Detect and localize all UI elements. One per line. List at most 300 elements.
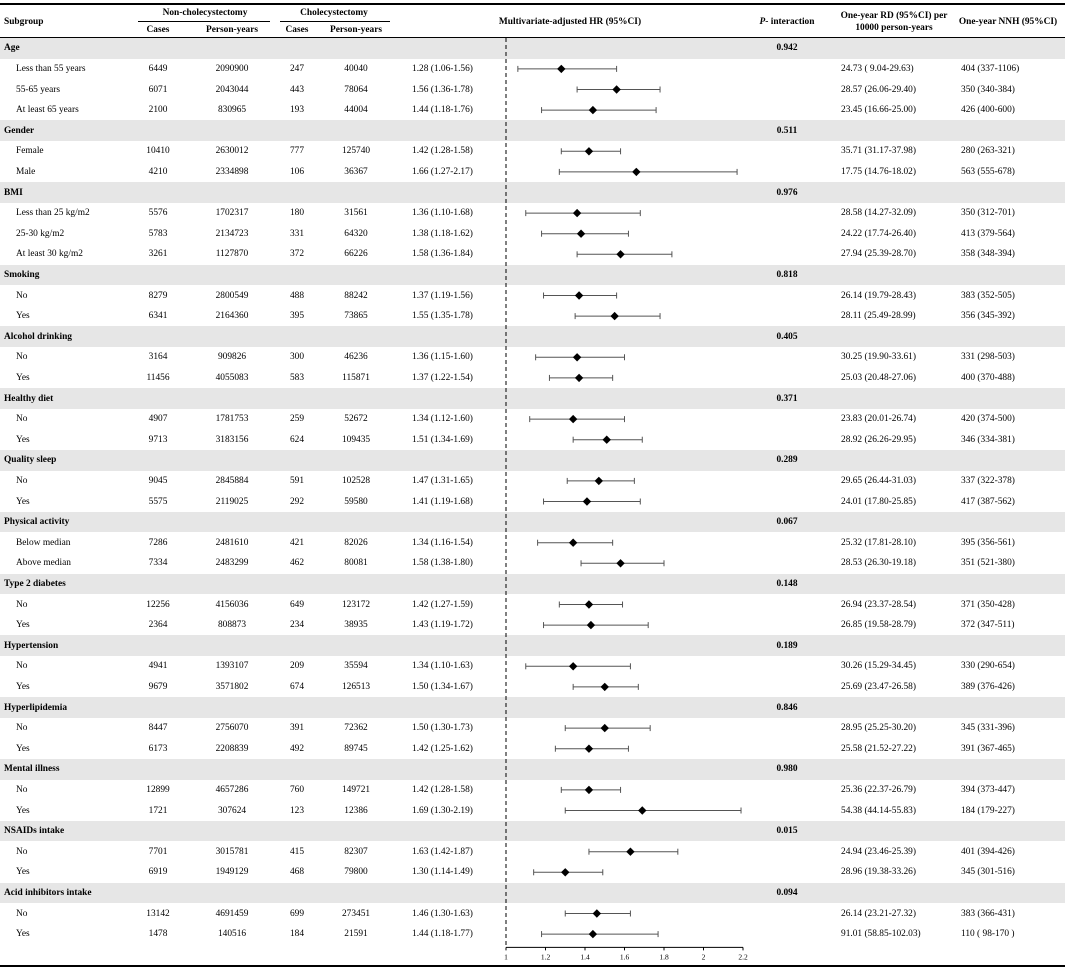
nnh-cell: 391 (367-465) xyxy=(961,743,1015,754)
hr-point xyxy=(569,539,577,547)
chol-cases-cell: 331 xyxy=(289,228,305,239)
chol-cases-cell: 591 xyxy=(289,475,305,486)
nnh-cell: 389 (376-426) xyxy=(961,681,1015,692)
group-label: BMI xyxy=(4,187,23,198)
group-label: Alcohol drinking xyxy=(4,331,72,342)
rd-cell: 28.58 (14.27-32.09) xyxy=(841,208,916,219)
p-interaction-value: 0.067 xyxy=(776,517,798,528)
chol-cases-cell: 292 xyxy=(289,496,305,507)
x-tick-label: 2.2 xyxy=(738,952,748,962)
row-label: At least 30 kg/m2 xyxy=(16,249,83,260)
header-rd-line1: One-year RD (95%CI) per xyxy=(840,11,948,21)
rd-cell: 54.38 (44.14-55.83) xyxy=(841,805,916,816)
header-p-italic: P xyxy=(759,17,766,27)
non-cases-cell: 5576 xyxy=(148,208,168,219)
hr-point xyxy=(612,85,620,93)
non-person-years-cell: 1127870 xyxy=(215,249,249,260)
group-label: Acid inhibitors intake xyxy=(4,887,92,898)
rd-cell: 24.22 (17.74-26.40) xyxy=(841,228,916,239)
non-person-years-cell: 3571802 xyxy=(215,681,249,692)
chol-person-years-cell: 109435 xyxy=(341,434,371,445)
hr-ci-cell: 1.51 (1.34-1.69) xyxy=(412,434,473,445)
chol-cases-cell: 624 xyxy=(289,434,305,445)
hr-ci-cell: 1.41 (1.19-1.68) xyxy=(412,496,473,507)
rd-cell: 30.26 (15.29-34.45) xyxy=(841,661,916,672)
chol-person-years-cell: 40040 xyxy=(344,63,368,74)
rd-cell: 23.45 (16.66-25.00) xyxy=(841,105,916,116)
row-label: No xyxy=(16,846,28,857)
row-label: No xyxy=(16,599,28,610)
header-non-group: Non-cholecystectomy xyxy=(162,8,248,18)
row-label: Yes xyxy=(16,434,30,445)
non-person-years-cell: 2845884 xyxy=(215,475,249,486)
chol-cases-cell: 180 xyxy=(289,208,305,219)
hr-point xyxy=(557,65,565,73)
hr-point xyxy=(585,147,593,155)
chol-cases-cell: 259 xyxy=(289,414,305,425)
non-person-years-cell: 4657286 xyxy=(215,784,249,795)
non-cases-cell: 1478 xyxy=(148,929,168,940)
non-cases-cell: 6449 xyxy=(148,63,168,74)
chol-person-years-cell: 38935 xyxy=(344,620,368,631)
rd-cell: 27.94 (25.39-28.70) xyxy=(841,249,916,260)
chol-cases-cell: 583 xyxy=(289,372,305,383)
nnh-cell: 394 (373-447) xyxy=(961,784,1015,795)
header-rd-line2: 10000 person-years xyxy=(855,23,933,33)
chol-cases-cell: 193 xyxy=(289,105,305,116)
nnh-cell: 110 ( 98-170 ) xyxy=(961,929,1015,940)
nnh-cell: 346 (334-381) xyxy=(961,434,1015,445)
row-label: Yes xyxy=(16,620,30,631)
hr-point xyxy=(632,168,640,176)
chol-person-years-cell: 89745 xyxy=(344,743,368,754)
non-cases-cell: 3164 xyxy=(148,352,168,363)
header-chol-cases: Cases xyxy=(285,25,309,35)
non-person-years-cell: 4156036 xyxy=(215,599,249,610)
rd-cell: 30.25 (19.90-33.61) xyxy=(841,352,916,363)
non-person-years-cell: 3183156 xyxy=(215,434,249,445)
hr-ci-cell: 1.37 (1.19-1.56) xyxy=(412,290,473,301)
non-cases-cell: 10410 xyxy=(146,146,170,157)
hr-point xyxy=(573,209,581,217)
chol-person-years-cell: 31561 xyxy=(344,208,368,219)
nnh-cell: 331 (298-503) xyxy=(961,352,1015,363)
chol-person-years-cell: 79800 xyxy=(344,867,368,878)
non-person-years-cell: 2090900 xyxy=(215,63,249,74)
hr-ci-cell: 1.43 (1.19-1.72) xyxy=(412,620,473,631)
non-cases-cell: 9045 xyxy=(148,475,168,486)
chol-person-years-cell: 52672 xyxy=(344,414,368,425)
row-label: Yes xyxy=(16,372,30,383)
chol-cases-cell: 300 xyxy=(289,352,305,363)
hr-point xyxy=(601,724,609,732)
row-label: No xyxy=(16,352,28,363)
hr-point xyxy=(587,621,595,629)
non-person-years-cell: 3015781 xyxy=(215,846,249,857)
hr-ci-cell: 1.34 (1.10-1.63) xyxy=(412,661,473,672)
rd-cell: 25.36 (22.37-26.79) xyxy=(841,784,916,795)
row-label: No xyxy=(16,661,28,672)
chol-person-years-cell: 73865 xyxy=(344,311,368,322)
header-chol-group: Cholecystectomy xyxy=(300,8,368,18)
chol-cases-cell: 247 xyxy=(289,63,305,74)
hr-point xyxy=(589,106,597,114)
hr-ci-cell: 1.50 (1.30-1.73) xyxy=(412,723,473,734)
group-label: NSAIDs intake xyxy=(4,826,65,837)
rd-cell: 17.75 (14.76-18.02) xyxy=(841,166,916,177)
hr-ci-cell: 1.42 (1.25-1.62) xyxy=(412,743,473,754)
hr-ci-cell: 1.58 (1.38-1.80) xyxy=(412,558,473,569)
rd-cell: 91.01 (58.85-102.03) xyxy=(841,929,921,940)
non-cases-cell: 9679 xyxy=(148,681,168,692)
non-person-years-cell: 1949129 xyxy=(215,867,249,878)
hr-point xyxy=(575,291,583,299)
non-cases-cell: 8447 xyxy=(148,723,168,734)
nnh-cell: 404 (337-1106) xyxy=(961,63,1020,74)
non-person-years-cell: 4691459 xyxy=(215,908,249,919)
hr-point xyxy=(589,930,597,938)
chol-person-years-cell: 66226 xyxy=(344,249,368,260)
nnh-cell: 413 (379-564) xyxy=(961,228,1015,239)
non-person-years-cell: 808873 xyxy=(217,620,247,631)
p-interaction-value: 0.818 xyxy=(776,269,798,280)
row-label: Less than 25 kg/m2 xyxy=(16,208,90,219)
chol-person-years-cell: 21591 xyxy=(344,929,368,940)
header-hr: Multivariate-adjusted HR (95%CI) xyxy=(498,17,642,27)
non-cases-cell: 12256 xyxy=(146,599,170,610)
non-cases-cell: 2100 xyxy=(148,105,168,116)
rd-cell: 35.71 (31.17-37.98) xyxy=(841,146,916,157)
row-label: No xyxy=(16,290,28,301)
chol-cases-cell: 391 xyxy=(289,723,305,734)
row-label: Yes xyxy=(16,743,30,754)
p-interaction-value: 0.289 xyxy=(776,455,798,466)
nnh-cell: 383 (366-431) xyxy=(961,908,1015,919)
non-person-years-cell: 1393107 xyxy=(215,661,249,672)
chol-cases-cell: 462 xyxy=(289,558,305,569)
row-label: Above median xyxy=(16,558,71,569)
chol-cases-cell: 209 xyxy=(289,661,305,672)
row-label: Yes xyxy=(16,867,30,878)
chol-person-years-cell: 273451 xyxy=(341,908,371,919)
chol-person-years-cell: 35594 xyxy=(344,661,368,672)
chol-cases-cell: 699 xyxy=(289,908,305,919)
chol-person-years-cell: 115871 xyxy=(342,372,370,383)
rd-cell: 24.73 ( 9.04-29.63) xyxy=(841,63,914,74)
hr-ci-cell: 1.56 (1.36-1.78) xyxy=(412,84,473,95)
nnh-cell: 345 (331-396) xyxy=(961,723,1015,734)
non-cases-cell: 5783 xyxy=(148,228,168,239)
hr-ci-cell: 1.38 (1.18-1.62) xyxy=(412,228,473,239)
non-person-years-cell: 909826 xyxy=(217,352,247,363)
non-cases-cell: 6173 xyxy=(148,743,168,754)
x-tick-label: 1 xyxy=(504,952,508,962)
non-person-years-cell: 2119025 xyxy=(215,496,249,507)
group-label: Quality sleep xyxy=(4,455,57,466)
group-label: Age xyxy=(4,43,20,54)
chol-person-years-cell: 78064 xyxy=(344,84,368,95)
row-label: No xyxy=(16,475,28,486)
rd-cell: 28.92 (26.26-29.95) xyxy=(841,434,916,445)
chol-person-years-cell: 88242 xyxy=(344,290,368,301)
hr-ci-cell: 1.28 (1.06-1.56) xyxy=(412,63,473,74)
nnh-cell: 356 (345-392) xyxy=(961,311,1015,322)
hr-ci-cell: 1.30 (1.14-1.49) xyxy=(412,867,473,878)
chol-person-years-cell: 72362 xyxy=(344,723,368,734)
row-label: Yes xyxy=(16,681,30,692)
non-cases-cell: 12899 xyxy=(146,784,170,795)
hr-point xyxy=(585,786,593,794)
non-cases-cell: 5575 xyxy=(148,496,168,507)
non-cases-cell: 7286 xyxy=(148,537,168,548)
p-interaction-value: 0.511 xyxy=(776,125,798,136)
p-interaction-value: 0.942 xyxy=(776,43,798,54)
chol-cases-cell: 372 xyxy=(289,249,305,260)
rd-cell: 28.96 (19.38-33.26) xyxy=(841,867,916,878)
rd-cell: 26.85 (19.58-28.79) xyxy=(841,620,916,631)
non-person-years-cell: 2481610 xyxy=(215,537,249,548)
nnh-cell: 330 (290-654) xyxy=(961,661,1015,672)
x-tick-label: 2 xyxy=(701,952,706,962)
group-label: Gender xyxy=(4,125,35,136)
rd-cell: 24.01 (17.80-25.85) xyxy=(841,496,916,507)
rd-cell: 28.11 (25.49-28.99) xyxy=(841,311,916,322)
hr-ci-cell: 1.36 (1.10-1.68) xyxy=(412,208,473,219)
non-person-years-cell: 830965 xyxy=(217,105,247,116)
row-label: Yes xyxy=(16,496,30,507)
p-interaction-value: 0.148 xyxy=(776,578,798,589)
x-tick-label: 1.6 xyxy=(619,952,630,962)
non-cases-cell: 6071 xyxy=(148,84,168,95)
non-person-years-cell: 2334898 xyxy=(215,166,249,177)
non-cases-cell: 7701 xyxy=(148,846,168,857)
nnh-cell: 420 (374-500) xyxy=(961,414,1015,425)
non-person-years-cell: 1702317 xyxy=(215,208,249,219)
p-interaction-value: 0.015 xyxy=(776,826,798,837)
non-cases-cell: 7334 xyxy=(148,558,168,569)
chol-person-years-cell: 82307 xyxy=(344,846,368,857)
group-label: Smoking xyxy=(4,269,40,280)
hr-point xyxy=(569,415,577,423)
hr-ci-cell: 1.58 (1.36-1.84) xyxy=(412,249,473,260)
chol-cases-cell: 649 xyxy=(289,599,305,610)
p-interaction-value: 0.189 xyxy=(776,640,798,651)
rd-cell: 28.57 (26.06-29.40) xyxy=(841,84,916,95)
non-person-years-cell: 4055083 xyxy=(215,372,249,383)
group-label: Type 2 diabetes xyxy=(4,578,66,589)
hr-ci-cell: 1.42 (1.27-1.59) xyxy=(412,599,473,610)
row-label: Below median xyxy=(16,537,71,548)
hr-ci-cell: 1.66 (1.27-2.17) xyxy=(412,166,473,177)
nnh-cell: 383 (352-505) xyxy=(961,290,1015,301)
nnh-cell: 358 (348-394) xyxy=(961,249,1015,260)
row-label: No xyxy=(16,784,28,795)
header-non-person-years: Person-years xyxy=(205,25,259,35)
nnh-cell: 337 (322-378) xyxy=(961,475,1015,486)
hr-ci-cell: 1.47 (1.31-1.65) xyxy=(412,475,473,486)
hr-ci-cell: 1.69 (1.30-2.19) xyxy=(412,805,473,816)
chol-cases-cell: 777 xyxy=(289,146,305,157)
chol-cases-cell: 443 xyxy=(289,84,305,95)
rd-cell: 25.69 (23.47-26.58) xyxy=(841,681,916,692)
hr-point xyxy=(638,806,646,814)
row-label: No xyxy=(16,723,28,734)
hr-ci-cell: 1.42 (1.28-1.58) xyxy=(412,146,473,157)
non-person-years-cell: 2800549 xyxy=(215,290,249,301)
rd-cell: 24.94 (23.46-25.39) xyxy=(841,846,916,857)
p-interaction-value: 0.976 xyxy=(776,187,798,198)
hr-point xyxy=(583,497,591,505)
header-non-cases: Cases xyxy=(146,25,170,35)
chol-cases-cell: 760 xyxy=(289,784,305,795)
chol-person-years-cell: 123172 xyxy=(341,599,371,610)
rd-cell: 28.53 (26.30-19.18) xyxy=(841,558,916,569)
header-subgroup: Subgroup xyxy=(4,17,44,27)
hr-ci-cell: 1.34 (1.16-1.54) xyxy=(412,537,473,548)
non-cases-cell: 4941 xyxy=(148,661,168,672)
header-chol-person-years: Person-years xyxy=(329,25,383,35)
chol-cases-cell: 106 xyxy=(289,166,305,177)
group-label: Hypertension xyxy=(4,640,59,651)
nnh-cell: 351 (521-380) xyxy=(961,558,1015,569)
chol-person-years-cell: 82026 xyxy=(344,537,368,548)
chol-person-years-cell: 126513 xyxy=(341,681,371,692)
rd-cell: 25.03 (20.48-27.06) xyxy=(841,372,916,383)
row-label: 25-30 kg/m2 xyxy=(16,228,65,239)
group-label: Physical activity xyxy=(4,517,70,528)
chol-person-years-cell: 59580 xyxy=(344,496,368,507)
chol-person-years-cell: 64320 xyxy=(344,228,368,239)
non-cases-cell: 9713 xyxy=(148,434,168,445)
hr-point xyxy=(573,353,581,361)
hr-point xyxy=(595,477,603,485)
p-interaction-value: 0.371 xyxy=(776,393,798,404)
p-interaction-value: 0.846 xyxy=(776,702,798,713)
non-cases-cell: 11456 xyxy=(146,372,170,383)
row-label: Yes xyxy=(16,805,30,816)
nnh-cell: 372 (347-511) xyxy=(961,620,1015,631)
chol-cases-cell: 488 xyxy=(289,290,305,301)
rd-cell: 25.58 (21.52-27.22) xyxy=(841,743,916,754)
hr-ci-cell: 1.55 (1.35-1.78) xyxy=(412,311,473,322)
non-cases-cell: 6919 xyxy=(148,867,168,878)
header-nnh: One-year NNH (95%CI) xyxy=(958,17,1058,27)
chol-cases-cell: 123 xyxy=(289,805,305,816)
rd-cell: 26.94 (23.37-28.54) xyxy=(841,599,916,610)
group-label: Hyperlipidemia xyxy=(4,702,68,713)
chol-cases-cell: 184 xyxy=(289,929,305,940)
non-cases-cell: 3261 xyxy=(148,249,168,260)
hr-point xyxy=(593,909,601,917)
non-cases-cell: 8279 xyxy=(148,290,168,301)
non-person-years-cell: 140516 xyxy=(217,929,247,940)
non-cases-cell: 2364 xyxy=(148,620,168,631)
nnh-cell: 426 (400-600) xyxy=(961,105,1015,116)
chol-cases-cell: 395 xyxy=(289,311,305,322)
hr-point xyxy=(610,312,618,320)
nnh-cell: 280 (263-321) xyxy=(961,146,1015,157)
rd-cell: 26.14 (23.21-27.32) xyxy=(841,908,916,919)
chol-cases-cell: 421 xyxy=(289,537,305,548)
hr-point xyxy=(616,559,624,567)
non-person-years-cell: 2630012 xyxy=(215,146,249,157)
hr-ci-cell: 1.50 (1.34-1.67) xyxy=(412,681,473,692)
p-interaction-value: 0.094 xyxy=(776,887,798,898)
nnh-cell: 350 (340-384) xyxy=(961,84,1015,95)
row-label: Yes xyxy=(16,929,30,940)
hr-point xyxy=(561,868,569,876)
p-interaction-value: 0.405 xyxy=(776,331,798,342)
hr-point xyxy=(601,683,609,691)
rd-cell: 25.32 (17.81-28.10) xyxy=(841,537,916,548)
hr-ci-cell: 1.42 (1.28-1.58) xyxy=(412,784,473,795)
chol-person-years-cell: 12386 xyxy=(344,805,368,816)
group-label: Healthy diet xyxy=(4,393,54,404)
nnh-cell: 401 (394-426) xyxy=(961,846,1015,857)
rd-cell: 28.95 (25.25-30.20) xyxy=(841,723,916,734)
chol-person-years-cell: 46236 xyxy=(344,352,368,363)
nnh-cell: 350 (312-701) xyxy=(961,208,1015,219)
p-interaction-value: 0.980 xyxy=(776,764,798,775)
hr-ci-cell: 1.37 (1.22-1.54) xyxy=(412,372,473,383)
hr-ci-cell: 1.36 (1.15-1.60) xyxy=(412,352,473,363)
chol-cases-cell: 492 xyxy=(289,743,305,754)
row-label: No xyxy=(16,414,28,425)
x-tick-label: 1.8 xyxy=(659,952,669,962)
row-label: Less than 55 years xyxy=(16,63,86,74)
hr-point xyxy=(575,374,583,382)
non-cases-cell: 1721 xyxy=(148,805,168,816)
rd-cell: 29.65 (26.44-31.03) xyxy=(841,475,916,486)
chol-person-years-cell: 80081 xyxy=(344,558,368,569)
chol-cases-cell: 415 xyxy=(289,846,305,857)
non-person-years-cell: 2483299 xyxy=(215,558,249,569)
chol-person-years-cell: 36367 xyxy=(344,166,368,177)
hr-point xyxy=(569,662,577,670)
chol-person-years-cell: 149721 xyxy=(341,784,371,795)
row-label: Male xyxy=(16,166,36,177)
row-label: No xyxy=(16,908,28,919)
nnh-cell: 184 (179-227) xyxy=(961,805,1015,816)
non-person-years-cell: 2208839 xyxy=(215,743,249,754)
hr-ci-cell: 1.46 (1.30-1.63) xyxy=(412,908,473,919)
x-tick-label: 1.2 xyxy=(540,952,551,962)
non-cases-cell: 13142 xyxy=(146,908,170,919)
hr-point xyxy=(626,848,634,856)
nnh-cell: 395 (356-561) xyxy=(961,537,1015,548)
nnh-cell: 563 (555-678) xyxy=(961,166,1015,177)
non-person-years-cell: 1781753 xyxy=(215,414,249,425)
hr-ci-cell: 1.34 (1.12-1.60) xyxy=(412,414,473,425)
row-label: Female xyxy=(16,146,44,157)
hr-point xyxy=(603,436,611,444)
non-person-years-cell: 2134723 xyxy=(215,228,249,239)
group-label: Mental illness xyxy=(4,764,60,775)
header-p-rest: - interaction xyxy=(765,17,815,27)
rd-cell: 26.14 (19.79-28.43) xyxy=(841,290,916,301)
non-person-years-cell: 307624 xyxy=(217,805,247,816)
hr-ci-cell: 1.44 (1.18-1.76) xyxy=(412,105,473,116)
hr-point xyxy=(585,745,593,753)
chol-cases-cell: 674 xyxy=(289,681,305,692)
x-tick-label: 1.4 xyxy=(580,952,590,962)
row-label: 55-65 years xyxy=(16,84,60,95)
row-label: Yes xyxy=(16,311,30,322)
nnh-cell: 400 (370-488) xyxy=(961,372,1015,383)
non-cases-cell: 6341 xyxy=(148,311,168,322)
non-person-years-cell: 2164360 xyxy=(215,311,249,322)
non-cases-cell: 4907 xyxy=(148,414,168,425)
